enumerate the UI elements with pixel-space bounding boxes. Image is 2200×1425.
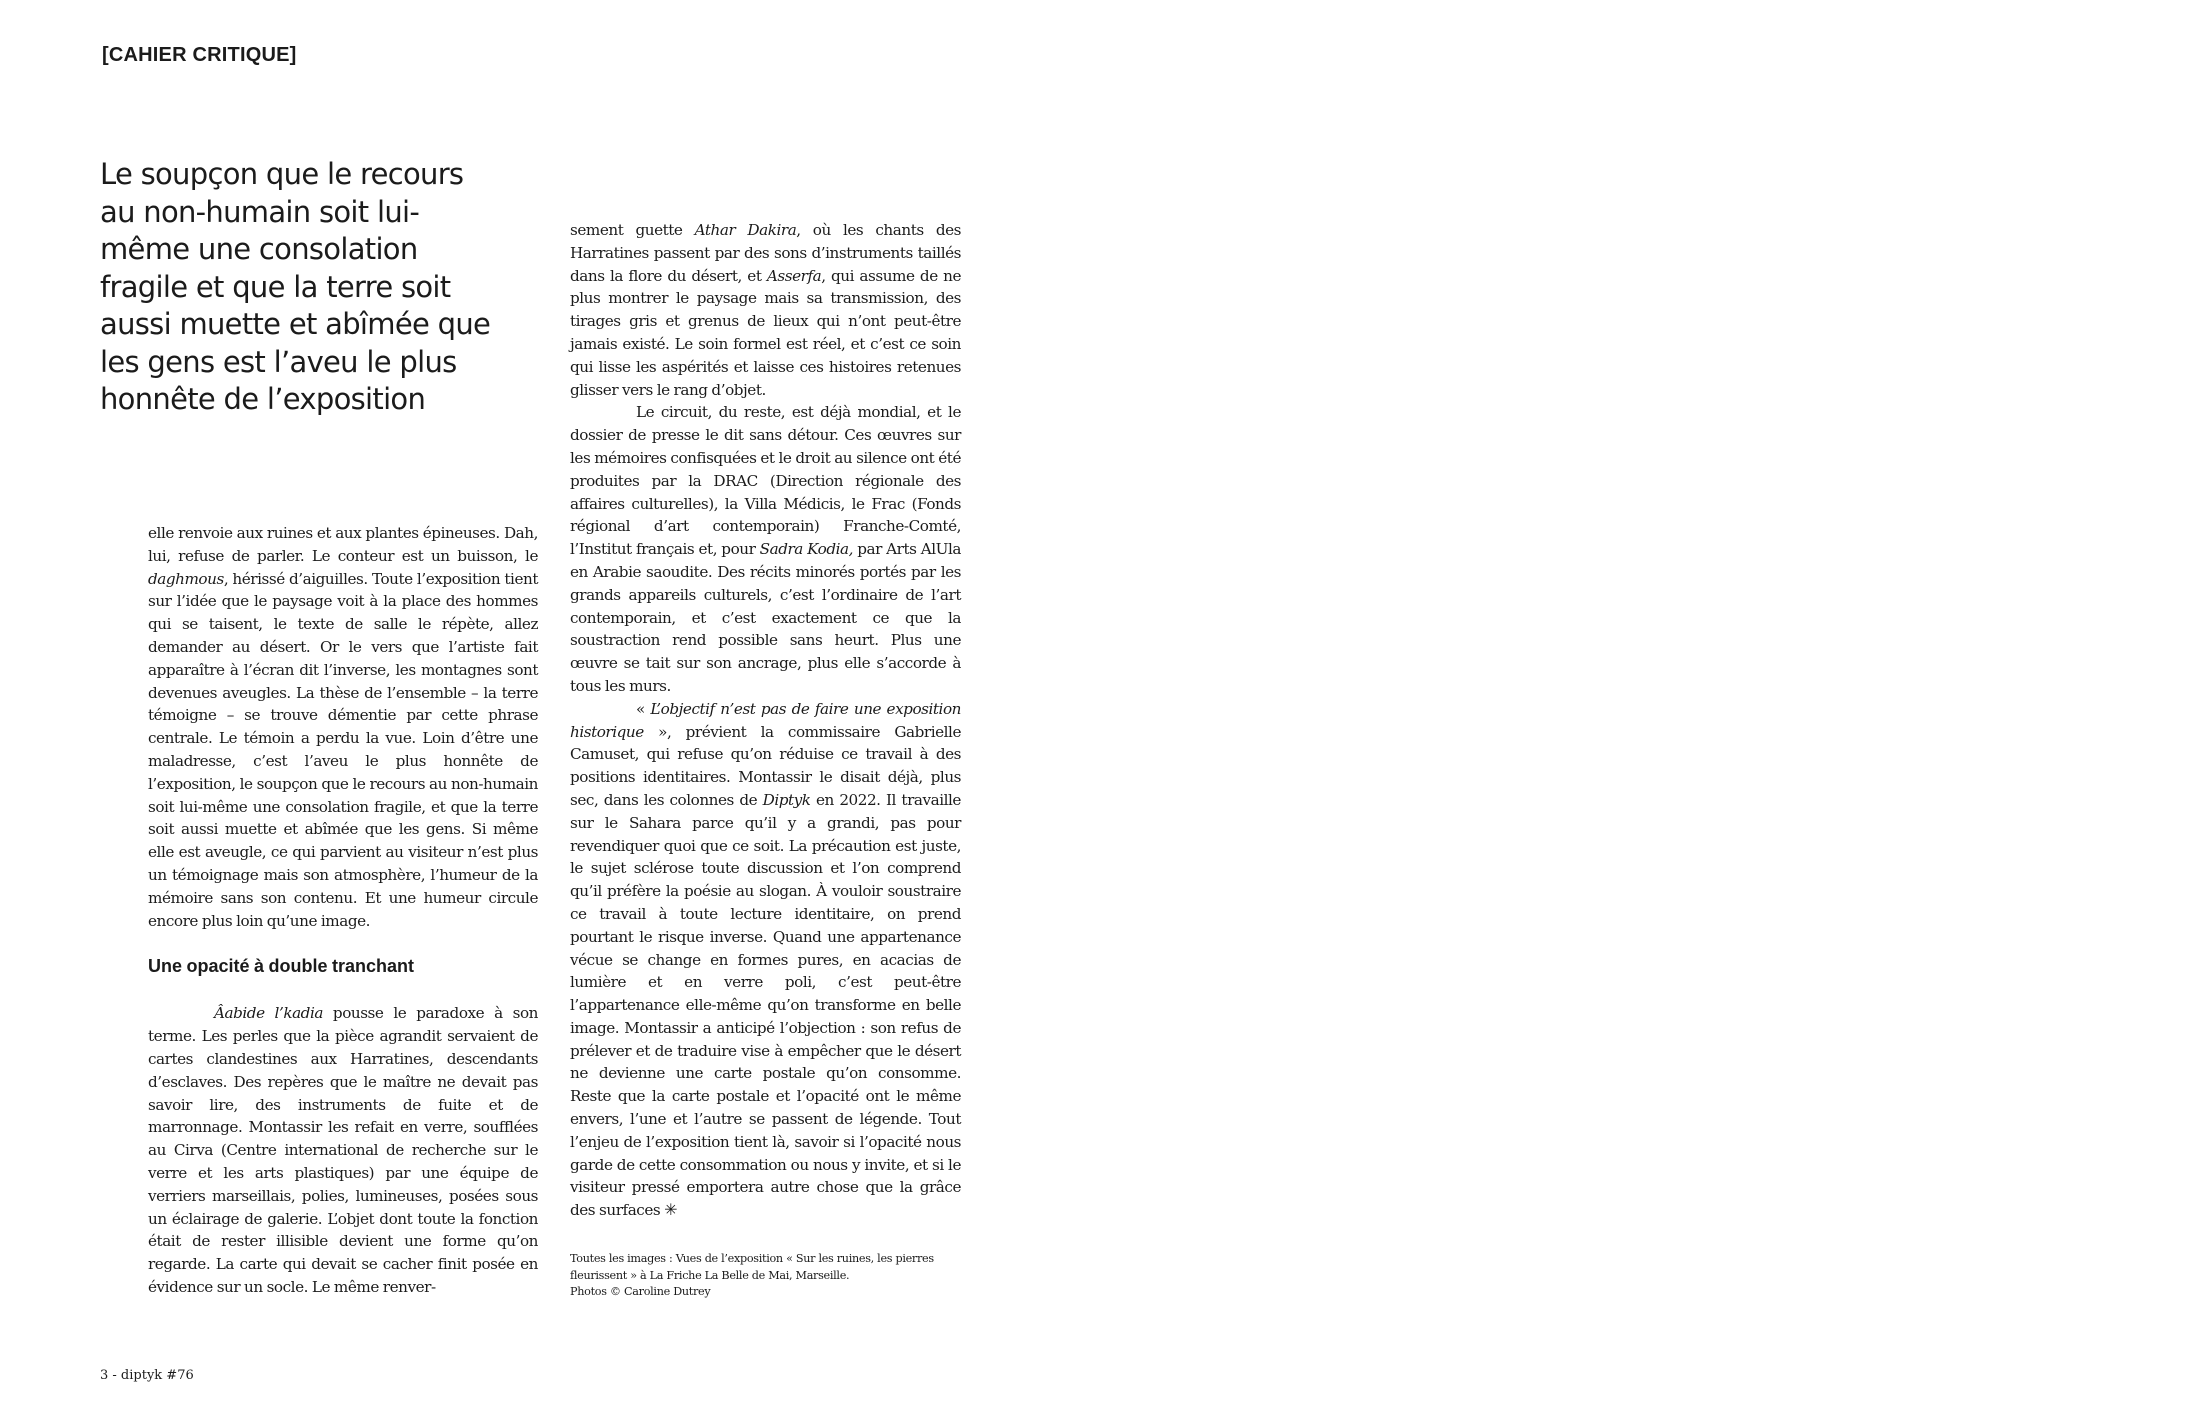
text-run: , où les chants des Harratines passent par des sons d’instruments taillés dans la flore du désert, et bbox=[570, 221, 961, 285]
text-run: « bbox=[636, 699, 651, 718]
italic-title: Diptyk bbox=[762, 790, 811, 809]
page-folio: 3 - diptyk #76 bbox=[100, 1368, 194, 1383]
text-run: Le circuit, du reste, est déjà mondial, et le dossier de presse le dit sans détour. Ces œuvres sur les mémoires confisquées et le droit au silence ont été produites par la DRAC (Direction régionale des affaires culturelles), la Villa Médicis, le Frac (Fonds régional d’art contemporain) Franche-Comté, l’Institut français et, pour bbox=[570, 403, 961, 559]
text-run: par Arts AlUla en Arabie saoudite. Des récits minorés portés par les grands appareils culturels, c’est l’ordinaire de l’art contemporain, et c’est exactement ce que la soustraction rend possible sans heurt. Plus une œuvre se tait sur son ancrage, plus elle s’accorde à tous les murs. bbox=[570, 540, 961, 695]
subheading: Une opacité à double tranchant bbox=[148, 956, 415, 977]
italic-title: L’objectif n’est pas de faire une exposition historique bbox=[570, 699, 961, 741]
pull-quote: Le soupçon que le recours au non-humain soit lui-même une consolation fragile et que la terre soit aussi muette et abîmée que les gens est l’aveu le plus honnête de l’exposition bbox=[100, 157, 491, 416]
text-run: , qui assume de ne plus montrer le paysage mais sa transmission, des tirages gris et grenus de lieux qui n’ont peut-être jamais existé. Le soin formel est réel, et c’est ce soin qui lisse les aspérités et laisse ces histoires retenues glisser vers le rang d’objet. bbox=[570, 266, 961, 399]
text-column-right bbox=[570, 219, 961, 1222]
text-run: elle renvoie aux ruines et aux plantes épineuses. Dah, lui, refuse de parler. Le conteur est un buisson, le bbox=[148, 524, 538, 565]
text-run: pousse le paradoxe à son terme. Les perles que la pièce agrandit servaient de cartes clandestines aux Harratines, descendants d’esclaves. Des repères que le maître ne devait pas savoir lire, des instruments de fuite et de marronnage. Montassir les refait en verre, soufflées au Cirva (Centre international de recherche sur le verre et les arts plastiques) par une équipe de verriers marseillais, polies, lumineuses, posées sous un éclairage de galerie. L’objet dont toute la fonction était de rester illisible devient une forme qu’on regarde. La carte qui devait se cacher finit posée en évidence sur un socle. Le même renver- bbox=[148, 1004, 538, 1296]
photo-caption bbox=[570, 1251, 970, 1301]
italic-title: Âabide l’kadia bbox=[214, 1004, 323, 1023]
body-paragraph-text bbox=[570, 700, 961, 1220]
body-paragraph bbox=[570, 219, 961, 401]
body-paragraph bbox=[570, 698, 961, 1222]
italic-title: Athar Dakira bbox=[694, 221, 797, 239]
caption-credit: Photos © Caroline Dutrey bbox=[570, 1285, 711, 1298]
italic-title: Sadra Kodia, bbox=[759, 540, 853, 559]
end-mark-icon: ✳ bbox=[664, 1200, 678, 1220]
body-paragraph bbox=[148, 1002, 538, 1298]
text-run: , hérissé d’aiguilles. Toute l’exposition tient sur l’idée que le paysage voit à la place des hommes qui se taisent, le texte de salle le répète, allez demander au désert. Or le vers que l’artiste fait apparaître à l’écran dit l’inverse, les montagnes sont devenues aveugles. La thèse de l’ensemble – la terre témoigne – se trouve démentie par cette phrase centrale. Le témoin a perdu la vue. Loin d’être une maladresse, c’est l’aveu le plus honnête de l’exposition, le soupçon que le recours au non-humain soit lui-même une consolation fragile, et que la terre soit aussi muette et abîmée que les gens. Si même elle est aveugle, ce qui parvient au visiteur n’est plus un témoignage mais son atmosphère, l’humeur de la mémoire sans son contenu. Et une humeur circule encore plus loin qu’une image. bbox=[148, 569, 538, 930]
body-paragraph bbox=[148, 522, 538, 932]
caption-line: Toutes les images : Vues de l’exposition « Sur les ruines, les pierres fleurissent » à La Friche La Belle de Mai, Marseille. bbox=[570, 1252, 934, 1282]
section-label: [CAHIER CRITIQUE] bbox=[102, 44, 297, 66]
italic-title: daghmous bbox=[148, 569, 224, 588]
text-column-left bbox=[148, 522, 538, 1299]
body-paragraph bbox=[570, 401, 961, 697]
text-run: en 2022. Il travaille sur le Sahara parce qu’il y a grandi, pas pour revendiquer quoi que ce soit. La précaution est juste, le sujet sclérose toute discussion et l’on comprend qu’il préfère la poésie au slogan. À vouloir soustraire ce travail à toute lecture identitaire, on prend pourtant le risque inverse. Quand une appartenance vécue se change en formes pures, en acacias de lumière et en verre poli, c’est peut-être l’appartenance elle-même qu’on transforme en belle image. Montassir a anticipé l’objection : son refus de prélever et de traduire vise à empêcher que le désert ne devienne une carte postale qu’on consomme. Reste que la carte postale et l’opacité ont le même envers, l’une et l’autre se passent de légende. Tout l’enjeu de l’exposition tient là, savoir si l’opacité nous garde de cette consommation ou nous y invite, et si le visiteur pressé emportera autre chose que la grâce des surfaces bbox=[570, 790, 961, 1220]
italic-title: Asserfa bbox=[766, 266, 822, 285]
text-run: sement guette bbox=[570, 221, 695, 239]
text-run: », prévient la commissaire Gabrielle Camuset, qui refuse qu’on réduise ce travail à des positions identitaires. Montassir le disait déjà, plus sec, dans les colonnes de bbox=[570, 722, 961, 809]
